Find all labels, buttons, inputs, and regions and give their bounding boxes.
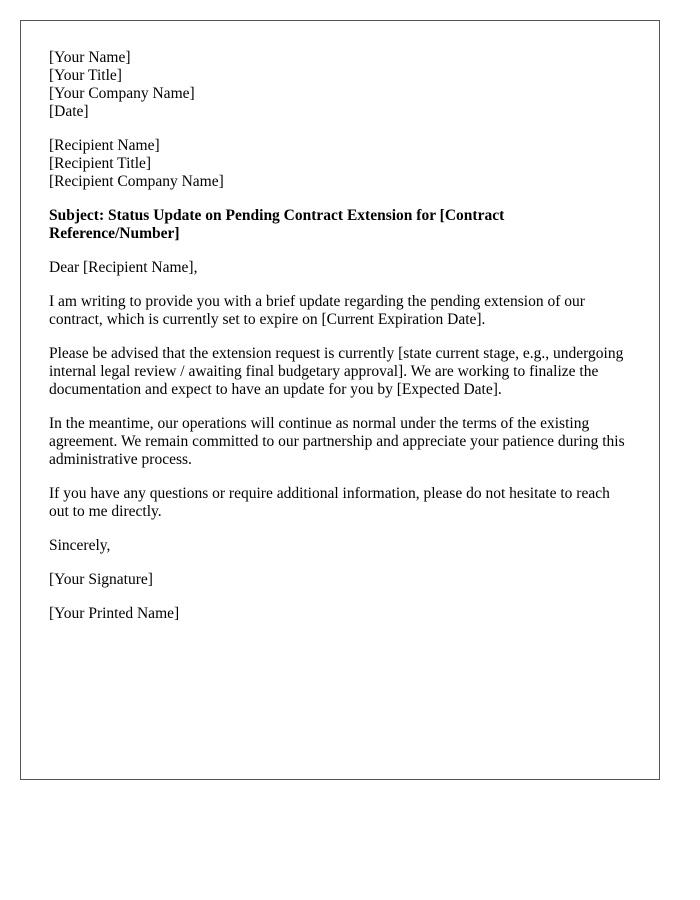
body-paragraph-operations: In the meantime, our operations will continue as normal under the terms of the existing agreement. We remain committed to our partnership and appreciate your patience during this administrative process.: [49, 415, 625, 468]
recipient-name: [Recipient Name]: [49, 137, 160, 154]
body-paragraph-intro: I am writing to provide you with a brief update regarding the pending extension of our contract, which is currently set to expire on [Current Expiration Date].: [49, 293, 585, 328]
letter-page: [20, 20, 660, 780]
recipient-block: [49, 137, 631, 191]
body-paragraph-status: Please be advised that the extension request is currently [state current stage, e.g., undergoing internal legal review / awaiting final budgetary approval]. We are working to finalize the documentation and expect to have an update for you by [Expected Date].: [49, 345, 624, 398]
closing: Sincerely,: [49, 537, 111, 554]
signature: [Your Signature]: [49, 571, 153, 588]
recipient-company: [Recipient Company Name]: [49, 173, 224, 190]
sender-name: [Your Name]: [49, 49, 131, 66]
printed-name: [Your Printed Name]: [49, 605, 180, 622]
subject-line: Subject: Status Update on Pending Contract Extension for [Contract Reference/Number]: [49, 207, 505, 242]
letter-date: [Date]: [49, 103, 89, 120]
recipient-title: [Recipient Title]: [49, 155, 152, 172]
sender-block: [49, 49, 631, 121]
body-paragraph-contact: If you have any questions or require additional information, please do not hesitate to reach out to me directly.: [49, 485, 610, 520]
salutation: Dear [Recipient Name],: [49, 259, 198, 276]
sender-title: [Your Title]: [49, 67, 122, 84]
sender-company: [Your Company Name]: [49, 85, 195, 102]
